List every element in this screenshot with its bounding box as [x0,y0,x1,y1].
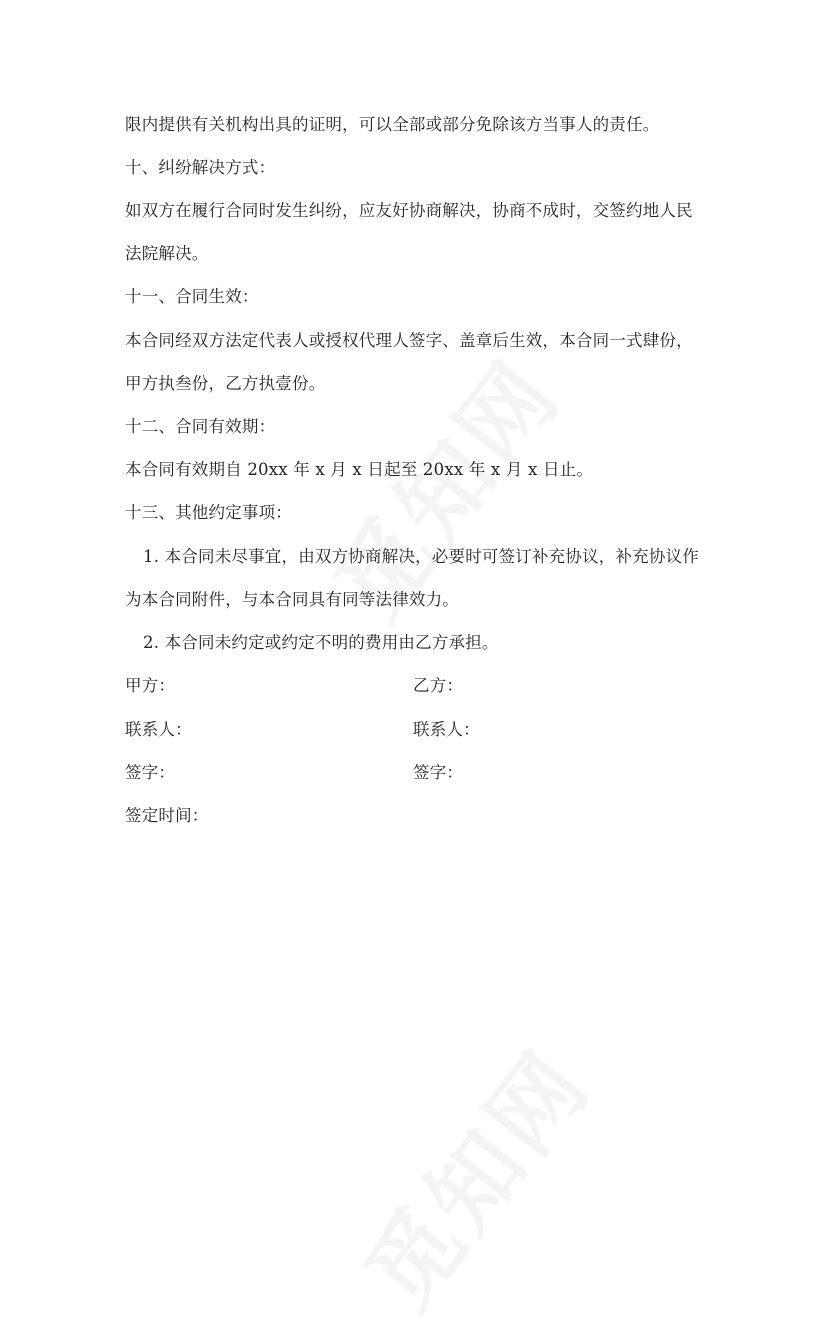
body-line: 如双方在履行合同时发生纠纷，应友好协商解决，协商不成时，交签约地人民 [125,201,693,220]
watermark [330,1018,615,1331]
contact-b-label: 联系人： [413,720,480,739]
contact-a-label: 联系人： [125,720,192,739]
section-heading: 十一、合同生效： [125,287,259,306]
list-item: 1. 本合同未尽事宜，由双方协商解决，必要时可签订补充协议，补充协议作 [143,547,699,566]
body-line: 本合同经双方法定代表人或授权代理人签字、盖章后生效，本合同一式肆份， [125,331,693,350]
party-b-label: 乙方： [413,676,464,695]
party-a-label: 甲方： [125,676,176,695]
section-heading: 十、纠纷解决方式： [125,158,276,177]
body-line: 限内提供有关机构出具的证明，可以全部或部分免除该方当事人的责任。 [125,115,660,134]
sign-b-label: 签字： [413,763,464,782]
body-line: 为本合同附件，与本合同具有同等法律效力。 [125,590,459,609]
sign-a-label: 签字： [125,763,176,782]
body-line: 甲方执叁份，乙方执壹份。 [125,374,326,393]
list-item: 2. 本合同未约定或约定不明的费用由乙方承担。 [143,633,499,652]
body-line: 本合同有效期自 20xx 年 x 月 x 日起至 20xx 年 x 月 x 日止。 [125,460,594,479]
sign-date-label: 签定时间： [125,806,209,825]
body-line: 法院解决。 [125,244,209,263]
section-heading: 十二、合同有效期： [125,417,276,436]
section-heading: 十三、其他约定事项： [125,503,292,522]
